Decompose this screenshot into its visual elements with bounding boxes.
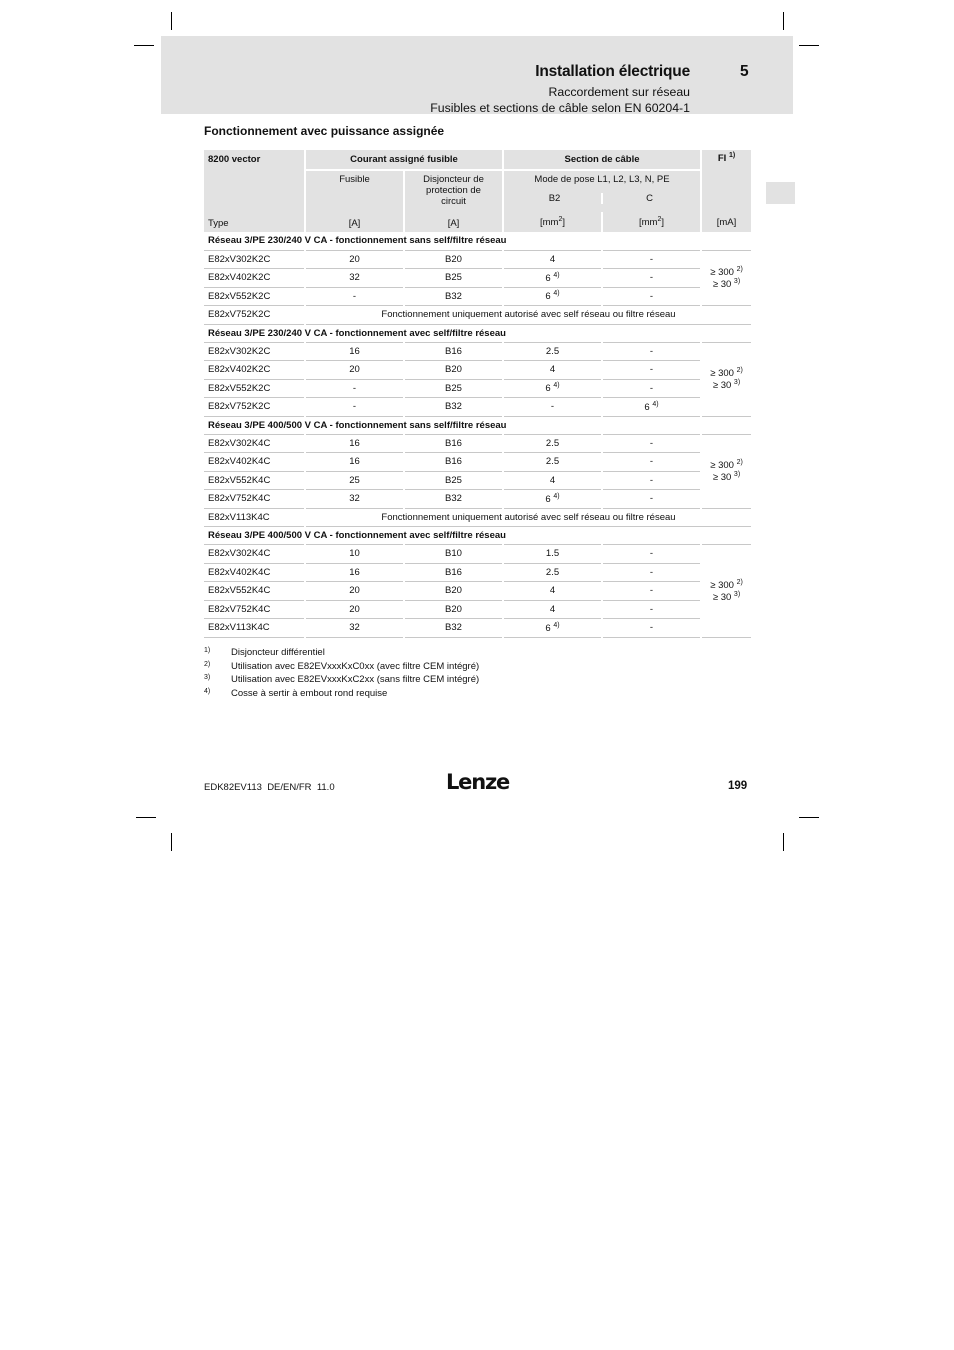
crop-mark [136, 817, 156, 818]
cell-fuse: - [305, 379, 404, 398]
header-current: Courant assigné fusible [305, 150, 503, 170]
cell-fuse: 16 [305, 342, 404, 361]
cell-fuse: 16 [305, 563, 404, 582]
cell-fuse: 16 [305, 434, 404, 453]
cell-fuse: 16 [305, 453, 404, 472]
cell-c: - [602, 490, 701, 509]
cell-c: - [602, 269, 701, 288]
lenze-logo: Lenze [446, 770, 510, 794]
cell-type: E82xV302K2C [204, 342, 305, 361]
table-row [204, 563, 751, 582]
table-row [204, 379, 751, 398]
cell-b2: 2.5 [503, 434, 602, 453]
cell-b2: 4 [503, 471, 602, 490]
cell-fi: ≥ 300 $^{2)}$ ≥ 30 $^{3)}$ [701, 545, 751, 638]
cell-breaker: B16 [404, 563, 503, 582]
cell-b2: 6 $^{4)}$ [503, 379, 602, 398]
cell-type: E82xV552K4C [204, 582, 305, 601]
cell-fi: ≥ 300 $^{2)}$ ≥ 30 $^{3)}$ [701, 342, 751, 416]
cell-c: - [602, 619, 701, 638]
document-id: EDK82EV113 DE/EN/FR 11.0 [204, 782, 335, 793]
cell-b2: 4 [503, 600, 602, 619]
footnote: 4) Cosse à sertir à embout rond requise [204, 687, 388, 699]
table-row [204, 619, 751, 638]
cell-breaker: B25 [404, 379, 503, 398]
cell-fuse: 20 [305, 250, 404, 269]
cell-breaker: B25 [404, 471, 503, 490]
group-title: Réseau 3/PE 230/240 V CA - fonctionnement avec self/filtre réseau [204, 324, 751, 342]
cell-type: E82xV402K4C [204, 453, 305, 472]
cell-fuse: 10 [305, 545, 404, 564]
cell-c: - [602, 600, 701, 619]
cell-fuse: 25 [305, 471, 404, 490]
cell-b2: 4 [503, 250, 602, 269]
unit-fi: [mA] [716, 216, 737, 228]
cell-type: E82xV552K2C [204, 287, 305, 306]
crop-mark [799, 45, 819, 46]
cell-breaker: B20 [404, 582, 503, 601]
cell-note: Fonctionnement uniquement autorisé avec self réseau ou filtre réseau [305, 306, 751, 325]
cell-c: - [602, 545, 701, 564]
cell-type: E82xV752K2C [204, 398, 305, 417]
cell-b2: 6 $^{4)}$ [503, 490, 602, 509]
cell-c: - [602, 250, 701, 269]
cell-b2: 2.5 [503, 563, 602, 582]
cell-breaker: B20 [404, 250, 503, 269]
cell-type: E82xV113K4C [204, 508, 305, 527]
cell-c: - [602, 434, 701, 453]
cell-type: E82xV402K2C [204, 361, 305, 380]
group-title: Réseau 3/PE 400/500 V CA - fonctionnement sans self/filtre réseau [204, 416, 751, 434]
chapter-number: 5 [740, 63, 749, 80]
page-number: 199 [728, 780, 748, 792]
crop-mark [799, 817, 819, 818]
unit-c: $[mm^2]$ [602, 212, 701, 232]
cell-type: E82xV113K4C [204, 619, 305, 638]
table-row [204, 287, 751, 306]
header-section: Section de câble [503, 150, 701, 170]
cell-b2: 4 [503, 361, 602, 380]
cell-c: - [602, 342, 701, 361]
crop-mark [134, 45, 154, 46]
header-b2: B2 [508, 193, 603, 204]
table-row [204, 508, 751, 527]
cell-type: E82xV752K2C [204, 306, 305, 325]
cell-breaker: B16 [404, 453, 503, 472]
cell-fuse: 20 [305, 600, 404, 619]
cell-b2: - [503, 398, 602, 417]
cell-b2: 2.5 [503, 342, 602, 361]
cell-breaker: B20 [404, 361, 503, 380]
page-subtitle-2: Fusibles et sections de câble selon EN 60204-1 [430, 101, 690, 115]
cell-breaker: B10 [404, 545, 503, 564]
header-fi: FI $^{1)}$ [717, 152, 736, 165]
cell-breaker: B16 [404, 342, 503, 361]
cell-b2: 1.5 [503, 545, 602, 564]
cell-breaker: B32 [404, 287, 503, 306]
cell-b2: 2.5 [503, 453, 602, 472]
cell-b2: 6 $^{4)}$ [503, 269, 602, 288]
header-c: C [646, 193, 653, 204]
cell-c: - [602, 361, 701, 380]
table-row [204, 582, 751, 601]
cell-breaker: B25 [404, 269, 503, 288]
section-title: Fonctionnement avec puissance assignée [204, 124, 445, 138]
cell-type: E82xV302K4C [204, 434, 305, 453]
crop-mark [783, 12, 784, 30]
cell-fuse: - [305, 398, 404, 417]
cell-breaker: B32 [404, 490, 503, 509]
cell-breaker: B16 [404, 434, 503, 453]
cell-type: E82xV752K4C [204, 490, 305, 509]
cell-fi: ≥ 300 $^{2)}$ ≥ 30 $^{3)}$ [701, 434, 751, 508]
table-row [204, 398, 751, 417]
cell-b2: 6 $^{4)}$ [503, 287, 602, 306]
cell-breaker: B32 [404, 398, 503, 417]
cell-c: - [602, 563, 701, 582]
table-row [204, 545, 751, 564]
cell-type: E82xV552K4C [204, 471, 305, 490]
table-row [204, 361, 751, 380]
group-title: Réseau 3/PE 400/500 V CA - fonctionnement avec self/filtre réseau [204, 527, 751, 545]
header-fuse: Fusible [305, 170, 404, 232]
cell-c: - [602, 453, 701, 472]
table-row [204, 600, 751, 619]
page-subtitle-1: Raccordement sur réseau [548, 85, 690, 99]
cell-type: E82xV552K2C [204, 379, 305, 398]
cell-breaker: B32 [404, 619, 503, 638]
table-row [204, 471, 751, 490]
crop-mark [171, 12, 172, 30]
header-type: Type [208, 218, 229, 229]
cell-b2: 4 [503, 582, 602, 601]
header-vector: 8200 vector [204, 150, 305, 232]
cell-fi: ≥ 300 $^{2)}$ ≥ 30 $^{3)}$ [701, 250, 751, 306]
chapter-side-tab [766, 182, 795, 204]
cell-c: - [602, 471, 701, 490]
crop-mark [783, 833, 784, 851]
cell-c: - [602, 379, 701, 398]
table-row [204, 490, 751, 509]
table-row [204, 250, 751, 269]
cell-type: E82xV402K2C [204, 269, 305, 288]
table-row [204, 434, 751, 453]
group-title: Réseau 3/PE 230/240 V CA - fonctionnement sans self/filtre réseau [204, 232, 751, 250]
header-breaker: Disjoncteur de protection de circuit [404, 170, 503, 232]
crop-mark [171, 833, 172, 851]
cell-fuse: 20 [305, 582, 404, 601]
cell-note: Fonctionnement uniquement autorisé avec self réseau ou filtre réseau [305, 508, 751, 527]
table-row [204, 306, 751, 325]
footnote: 2) Utilisation avec E82EVxxxKxC0xx (avec filtre CEM intégré) [204, 660, 480, 672]
cell-c: 6 $^{4)}$ [602, 398, 701, 417]
table-row [204, 342, 751, 361]
cell-fuse: 32 [305, 490, 404, 509]
cell-type: E82xV302K4C [204, 545, 305, 564]
header-mode: Mode de pose L1, L2, L3, N, PE B2 C [503, 170, 701, 212]
cell-breaker: B20 [404, 600, 503, 619]
cell-c: - [602, 582, 701, 601]
cell-fuse: - [305, 287, 404, 306]
cell-fuse: 32 [305, 269, 404, 288]
table-row [204, 453, 751, 472]
footnote: 1) Disjoncteur différentiel [204, 647, 325, 658]
unit-b2: $[mm^2]$ [503, 212, 602, 232]
cell-b2: 6 $^{4)}$ [503, 619, 602, 638]
unit-fuse: [A] [348, 218, 361, 229]
footnote: 3) Utilisation avec E82EVxxxKxC2xx (sans filtre CEM intégré) [204, 674, 480, 685]
cell-type: E82xV752K4C [204, 600, 305, 619]
cell-fuse: 32 [305, 619, 404, 638]
table-row [204, 269, 751, 288]
page-title: Installation électrique [535, 63, 690, 80]
cell-type: E82xV402K4C [204, 563, 305, 582]
cell-type: E82xV302K2C [204, 250, 305, 269]
cell-fuse: 20 [305, 361, 404, 380]
unit-breaker: [A] [447, 218, 460, 229]
cell-c: - [602, 287, 701, 306]
